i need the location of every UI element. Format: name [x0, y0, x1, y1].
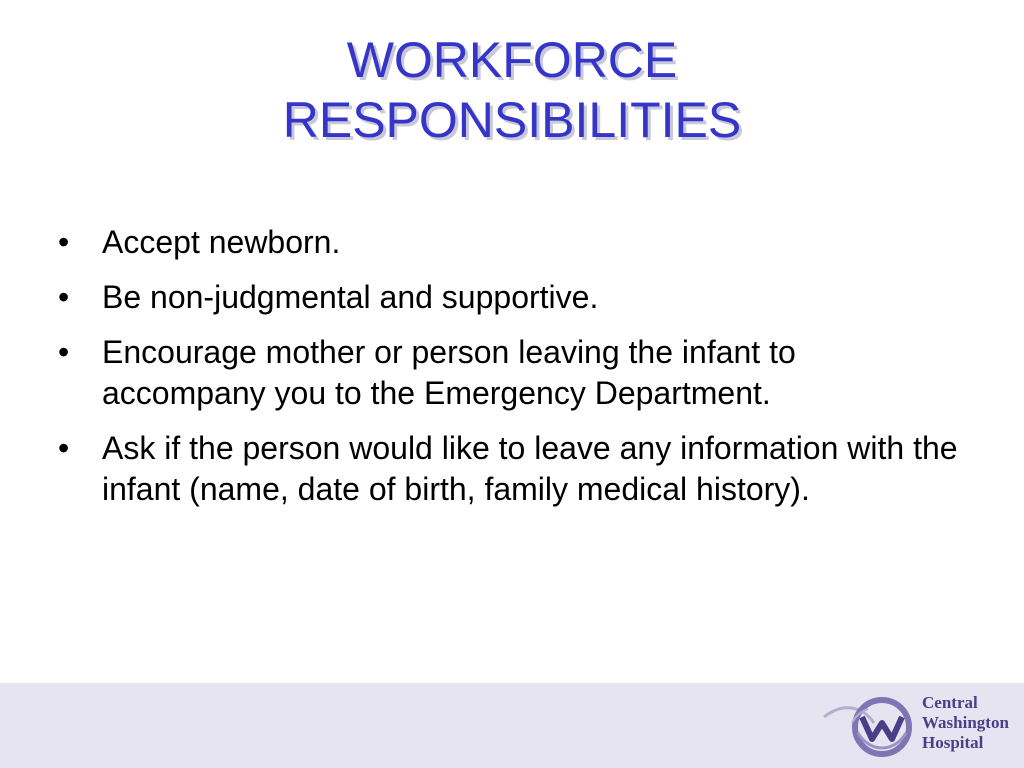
bullet-item [58, 222, 958, 263]
bullet-glyph: • [58, 334, 70, 370]
bullet-glyph: • [58, 279, 70, 315]
bullet-text: Encourage mother or person leaving the infant to accompany you to the Emergency Department. [102, 334, 796, 411]
bullet-text: Ask if the person would like to leave any information with the infant (name, date of birth, family medical history). [102, 430, 958, 507]
logo-line-2: Washington [922, 713, 1009, 732]
bullet-text: Be non-judgmental and supportive. [102, 279, 599, 315]
bullet-item [58, 277, 958, 318]
bullet-glyph: • [58, 430, 70, 466]
bullet-item [58, 428, 958, 510]
hospital-logo [822, 693, 1012, 761]
bullet-glyph: • [58, 224, 70, 260]
bullet-text: Accept newborn. [102, 224, 341, 260]
logo-wordmark [922, 693, 1009, 753]
bullet-list [58, 222, 958, 524]
logo-emblem-icon [822, 693, 922, 761]
title-line-1: WORKFORCE [346, 32, 678, 88]
title-line-2: RESPONSIBILITIES [282, 92, 742, 148]
slide-title [0, 30, 1024, 150]
bullet-item [58, 332, 958, 414]
logo-line-1: Central [922, 693, 978, 712]
logo-line-3: Hospital [922, 733, 984, 752]
